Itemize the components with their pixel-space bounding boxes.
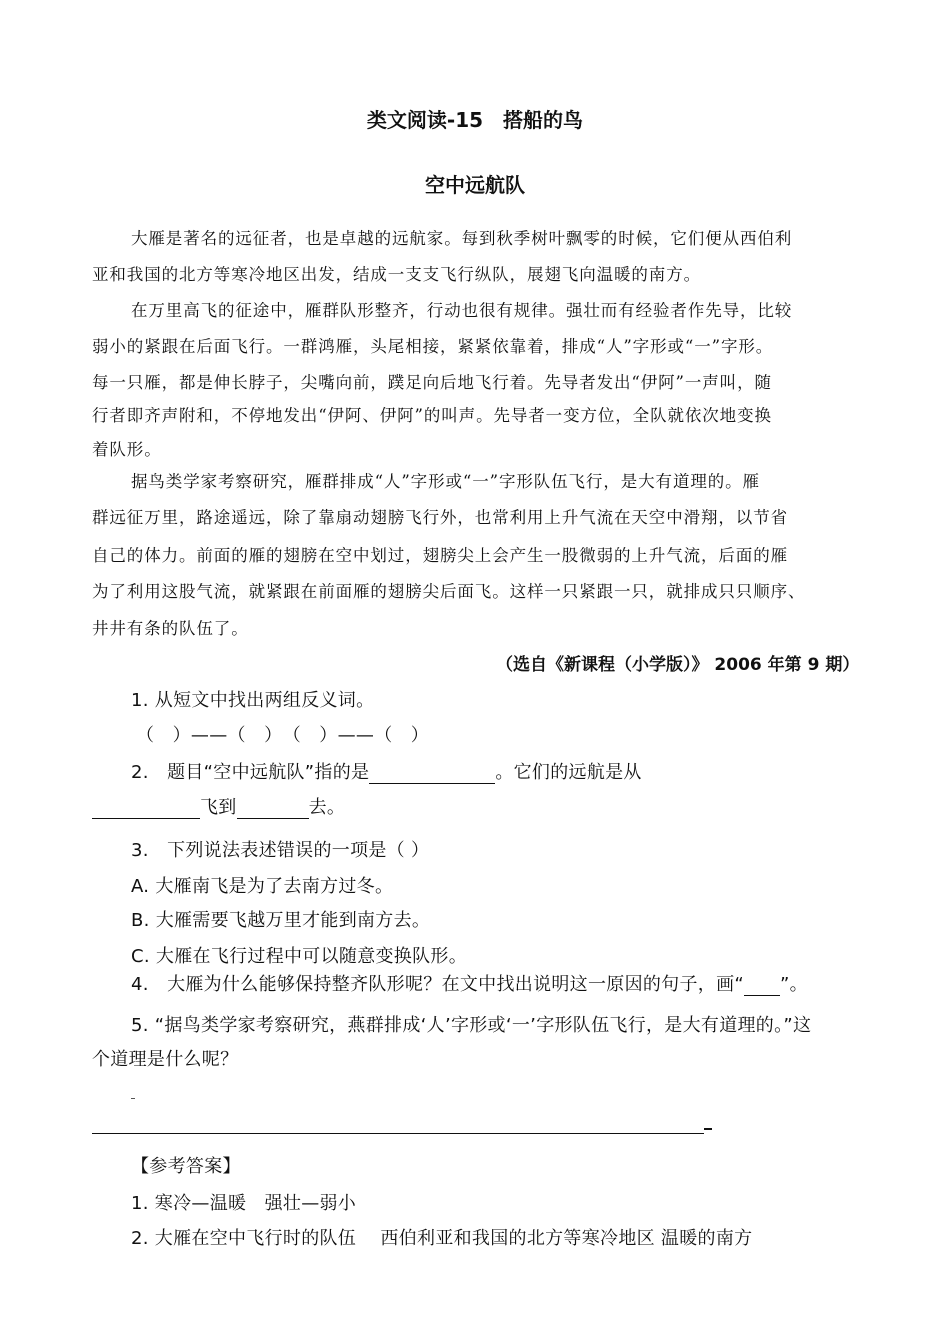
answer-line-end: [704, 1128, 712, 1130]
answer-1: 1. 寒冷—温暖 强壮—弱小: [131, 1193, 357, 1214]
document-title: 类文阅读-15 搭船的鸟: [366, 108, 584, 132]
question-1-blanks: （ ）——（ ） （ ）——（ ）: [136, 725, 430, 746]
option-b: B. 大雁需要飞越万里才能到南方去。: [131, 910, 431, 931]
passage-line: 弱小的紧跟在后面飞行。一群鸿雁，头尾相接，紧紧依靠着，排成“人”字形或“一”字形。: [92, 337, 774, 356]
question-2: [131, 758, 642, 784]
passage-line: 每一只雁，都是伸长脖子，尖嘴向前，蹼足向后地飞行着。先导者发出“伊阿”一声叫，随: [92, 373, 772, 392]
question-5-cont: 个道理是什么呢？: [92, 1049, 239, 1070]
underline-sample: [744, 977, 780, 996]
answer-line[interactable]: [92, 1133, 704, 1134]
option-c: C. 大雁在飞行过程中可以随意变换队形。: [131, 946, 468, 967]
passage-line: 大雁是著名的远征者，也是卓越的远航家。每到秋季树叶飘零的时候，它们便从西伯利: [131, 229, 793, 248]
answer-blank[interactable]: [92, 798, 200, 819]
passage-line: 井井有条的队伍了。: [92, 619, 249, 638]
passage-line: 着队形。: [92, 440, 162, 459]
passage-line: 行者即齐声附和，不停地发出“伊阿、伊阿”的叫声。先导者一变方位，全队就依次地变换: [92, 406, 772, 425]
answers-heading: 【参考答案】: [131, 1156, 241, 1177]
question-3: 3. 下列说法表述错误的一项是（ ）: [131, 840, 430, 861]
question-1: 1. 从短文中找出两组反义词。: [131, 690, 375, 711]
option-a: A. 大雁南飞是为了去南方过冬。: [131, 876, 394, 897]
question-5: 5. “据鸟类学家考察研究，燕群排成‘人’字形或‘一’字形队伍飞行，是大有道理的。”这: [131, 1015, 812, 1036]
passage-source: （选自《新课程（小学版）》 2006 年第 9 期）: [496, 655, 860, 675]
passage-line: 亚和我国的北方等寒冷地区出发，结成一支支飞行纵队，展翅飞向温暖的南方。: [92, 265, 701, 284]
question-4-text: ”。: [780, 974, 808, 995]
question-4-text: 4. 大雁为什么能够保持整齐队形呢？在文中找出说明这一原因的句子，画“: [131, 974, 744, 995]
question-2-text: 。它们的远航是从: [495, 762, 642, 783]
question-4: [131, 970, 808, 996]
question-2-text: 飞到: [200, 797, 237, 818]
passage-line: 自己的体力。前面的雁的翅膀在空中划过，翅膀尖上会产生一股微弱的上升气流，后面的雁: [92, 546, 788, 565]
passage-line: 据鸟类学家考察研究，雁群排成“人”字形或“一”字形队伍飞行，是大有道理的。雁: [131, 472, 760, 491]
question-2-text: 去。: [308, 797, 346, 818]
passage-title: 空中远航队: [425, 173, 525, 197]
passage-line: 为了利用这股气流，就紧跟在前面雁的翅膀尖后面飞。这样一只紧跟一只，就排成只只顺序、: [92, 582, 806, 601]
answer-blank[interactable]: [237, 798, 309, 819]
question-2-text: 2. 题目“空中远航队”指的是: [131, 762, 370, 783]
stray-mark: [131, 1098, 135, 1099]
answer-2: 2. 大雁在空中飞行时的队伍 西伯利亚和我国的北方等寒冷地区 温暖的南方: [131, 1228, 753, 1249]
passage-line: 群远征万里，路途遥远，除了靠扇动翅膀飞行外，也常利用上升气流在天空中滑翔，以节省: [92, 508, 788, 527]
question-2-cont: [92, 793, 345, 819]
passage-line: 在万里高飞的征途中，雁群队形整齐，行动也很有规律。强壮而有经验者作先导，比较: [131, 301, 793, 320]
answer-blank[interactable]: [369, 763, 495, 784]
